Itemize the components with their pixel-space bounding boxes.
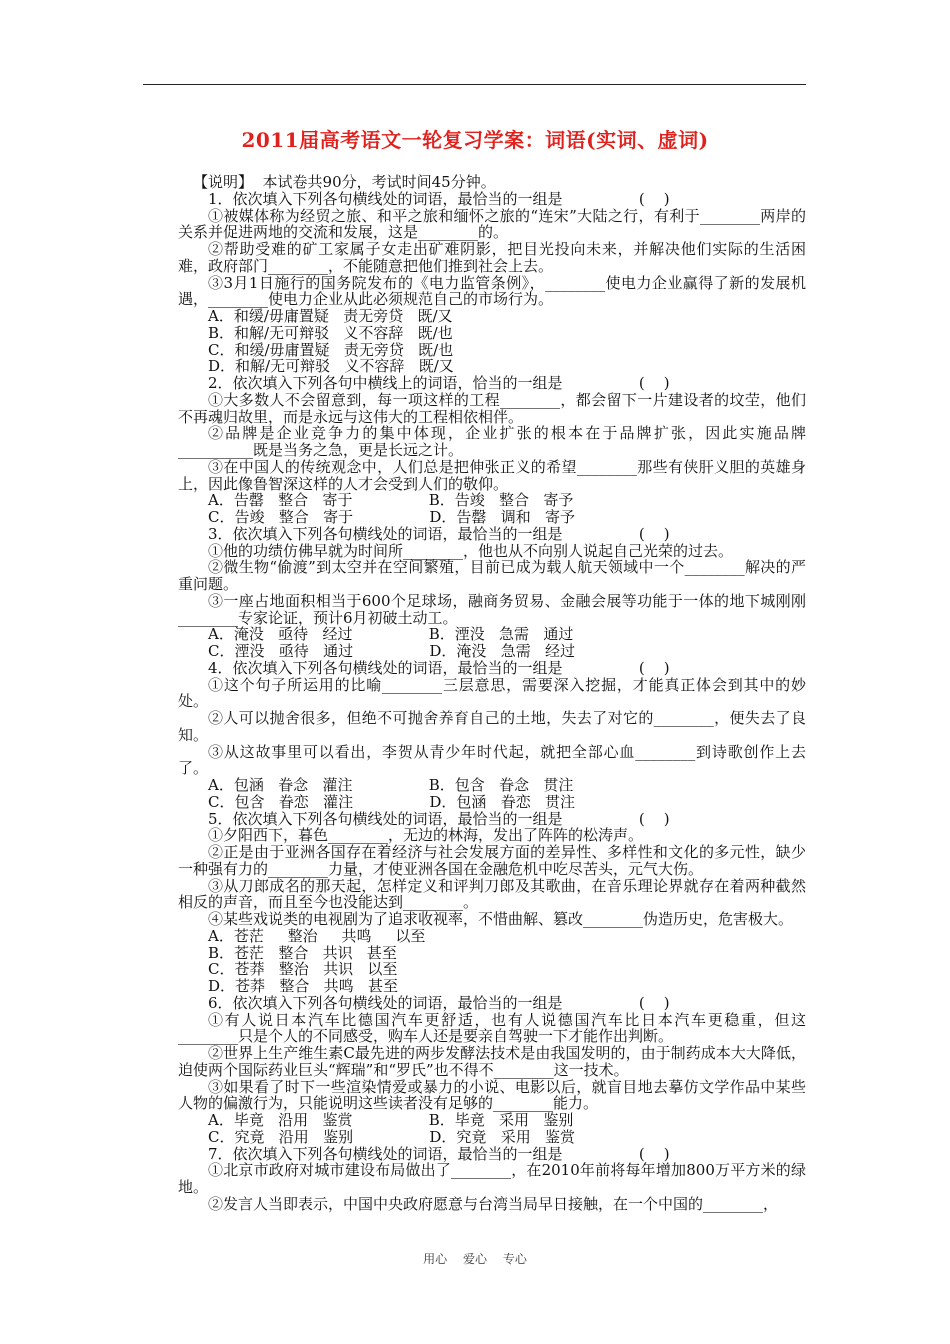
text-line: ②世界上生产维生素C最先进的两步发酵法技术是由我国发明的，由于制药成本大大降低，迫使两个国际药业巨头“辉瑞”和“罗氏”也不得不________这一技术。 [178, 1044, 806, 1079]
text-line: C．包含 眷恋 灌注 D．包涵 眷恋 贯注 [208, 792, 576, 811]
text-line: ①被媒体称为经贸之旅、和平之旅和缅怀之旅的“连宋”大陆之行，有利于________两岸的关系并促进两地的交流和发展，这是________的。 [178, 206, 806, 242]
text-line: A．淹没 亟待 经过 B．湮没 急需 通过 [208, 625, 574, 644]
text-line: ③在中国人的传统观念中，人们总是把伸张正义的希望________那些有侠肝义胆的英雄身上，因此像鲁智深这样的人才会受到人们的敬仰。 [178, 457, 806, 493]
text-line: A．毕竟 沿用 鉴赏 B．毕竟 采用 鉴别 [208, 1111, 574, 1129]
text-line: ②微生物“偷渡”到太空并在空间繁殖，目前已成为载人航天领域中一个________解决的严重问题。 [178, 558, 806, 593]
header-rule [143, 84, 806, 85]
footer-word: 用心 [423, 1252, 448, 1266]
text-line: A．包涵 眷念 灌注 B．包含 眷念 贯注 [208, 776, 574, 794]
text-line: A．和缓/毋庸置疑 责无旁贷 既/又 [208, 307, 453, 325]
text-line: ①大多数人不会留意到，每一项这样的工程________，都会留下一片建设者的坟茔，他们不再魂归故里，而是永远与这伟大的工程相依相伴。 [178, 390, 806, 426]
text-line: ②发言人当即表示，中国中央政府愿意与台湾当局早日接触，在一个中国的________， [208, 1194, 779, 1213]
text-line: 【说明】 本试卷共90分，考试时间45分钟。 [193, 173, 496, 191]
text-line: ②品牌是企业竞争力的集中体现，企业扩张的根本在于品牌扩张，因此实施品牌__________既是当务之急，更是长远之计。 [178, 424, 806, 459]
text-line: 1．依次填入下列各句横线处的词语，最恰当的一组是 ( ) [208, 189, 670, 208]
text-line: B．苍茫 整合 共识 甚至 [208, 943, 397, 962]
text-line: 4．依次填入下列各句横线处的词语，最恰当的一组是 ( ) [208, 658, 670, 677]
text-line: ②人可以抛舍很多，但绝不可抛舍养育自己的土地，失去了对它的________，便失去了良知。 [178, 709, 806, 744]
footer-word: 爱心 [462, 1252, 487, 1266]
text-line: ③一座占地面积相当于600个足球场，融商务贸易、金融会展等功能于一体的地下城刚刚________专家论证，预计6月初破土动工。 [178, 591, 806, 627]
text-line: 7．依次填入下列各句横线处的词语，最恰当的一组是 ( ) [208, 1144, 670, 1163]
text-line: 5．依次填入下列各句横线处的词语，最恰当的一组是 ( ) [208, 809, 670, 828]
text-line: ①这个句子所运用的比喻________三层意思，需要深入挖掘，才能真正体会到其中的妙处。 [178, 675, 806, 711]
text-line: ②正是由于亚洲各国存在着经济与社会发展方面的差异性、多样性和文化的多元性，缺少一种强有力的________力量，才使亚洲各国在金融危机中吃尽苦头，元气大伤。 [178, 843, 806, 878]
text-line: A．告罄 整合 寄于 B．告竣 整合 寄予 [208, 491, 574, 510]
text-line: A．苍茫 整治 共鸣 以至 [208, 926, 426, 945]
text-line: ③从刀郎成名的那天起，怎样定义和评判刀郎及其歌曲，在音乐理论界就存在着两种截然相反的声音，而且至今也没能达到________。 [178, 876, 806, 912]
text-line: ②帮助受难的矿工家属子女走出矿难阴影，把目光投向未来，并解决他们实际的生活困难，政府部门________，不能随意把他们推到社会上去。 [178, 240, 806, 275]
text-line: 6．依次填入下列各句横线处的词语，最恰当的一组是 ( ) [208, 993, 670, 1012]
text-line: ③3月1日施行的国务院发布的《电力监管条例》，________使电力企业赢得了新的发展机遇，________使电力企业从此必须规范自己的市场行为。 [178, 273, 806, 309]
text-line: ①他的功绩仿佛早就为时间所________，他也从不向别人说起自己光荣的过去。 [208, 541, 734, 560]
page-footer [0, 1250, 950, 1267]
text-line: C．告竣 整合 寄于 D．告罄 调和 寄予 [208, 508, 576, 526]
page-title: 2011届高考语文一轮复习学案：词语(实词、虚词) [241, 128, 709, 152]
text-line: ①夕阳西下，暮色________，无边的林海，发出了阵阵的松涛声。 [208, 826, 644, 845]
text-line: C．湮没 亟待 通过 D．淹没 急需 经过 [208, 642, 576, 660]
text-line: ④某些戏说类的电视剧为了追求收视率，不惜曲解、篡改________伪造历史，危害极大。 [208, 910, 794, 928]
text-line: C．和缓/毋庸置疑 责无旁贷 既/也 [208, 340, 454, 359]
text-line: C．苍莽 整治 共识 以至 [208, 960, 398, 979]
text-line: D．和解/无可辩驳 义不容辞 既/又 [208, 357, 454, 376]
text-line: 3．依次填入下列各句横线处的词语，最恰当的一组是 ( ) [208, 524, 670, 543]
text-line: 2．依次填入下列各句中横线上的词语，恰当的一组是 ( ) [208, 374, 670, 392]
text-line: ①有人说日本汽车比德国汽车更舒适，也有人说德国汽车比日本汽车更稳重，但这________只是个人的不同感受，购车人还是要亲自驾驶一下才能作出判断。 [178, 1010, 806, 1046]
document-body [178, 174, 806, 1213]
text-line: B．和解/无可辩驳 义不容辞 既/也 [208, 323, 453, 342]
text-line: ③如果看了时下一些渲染情爱或暴力的小说、电影以后，就盲目地去摹仿文学作品中某些人物的偏激行为，只能说明这些读者没有足够的________能力。 [178, 1077, 806, 1113]
footer-word: 专心 [502, 1252, 527, 1266]
text-line: C．究竟 沿用 鉴别 D．究竟 采用 鉴赏 [208, 1127, 576, 1146]
text-line: ①北京市政府对城市建设布局做出了________，在2010年前将每年增加800万平方米的绿地。 [178, 1161, 806, 1196]
text-line: D．苍莽 整合 共鸣 甚至 [208, 977, 398, 995]
text-line: ③从这故事里可以看出，李贺从青少年时代起，就把全部心血________到诗歌创作上去了。 [178, 742, 806, 778]
